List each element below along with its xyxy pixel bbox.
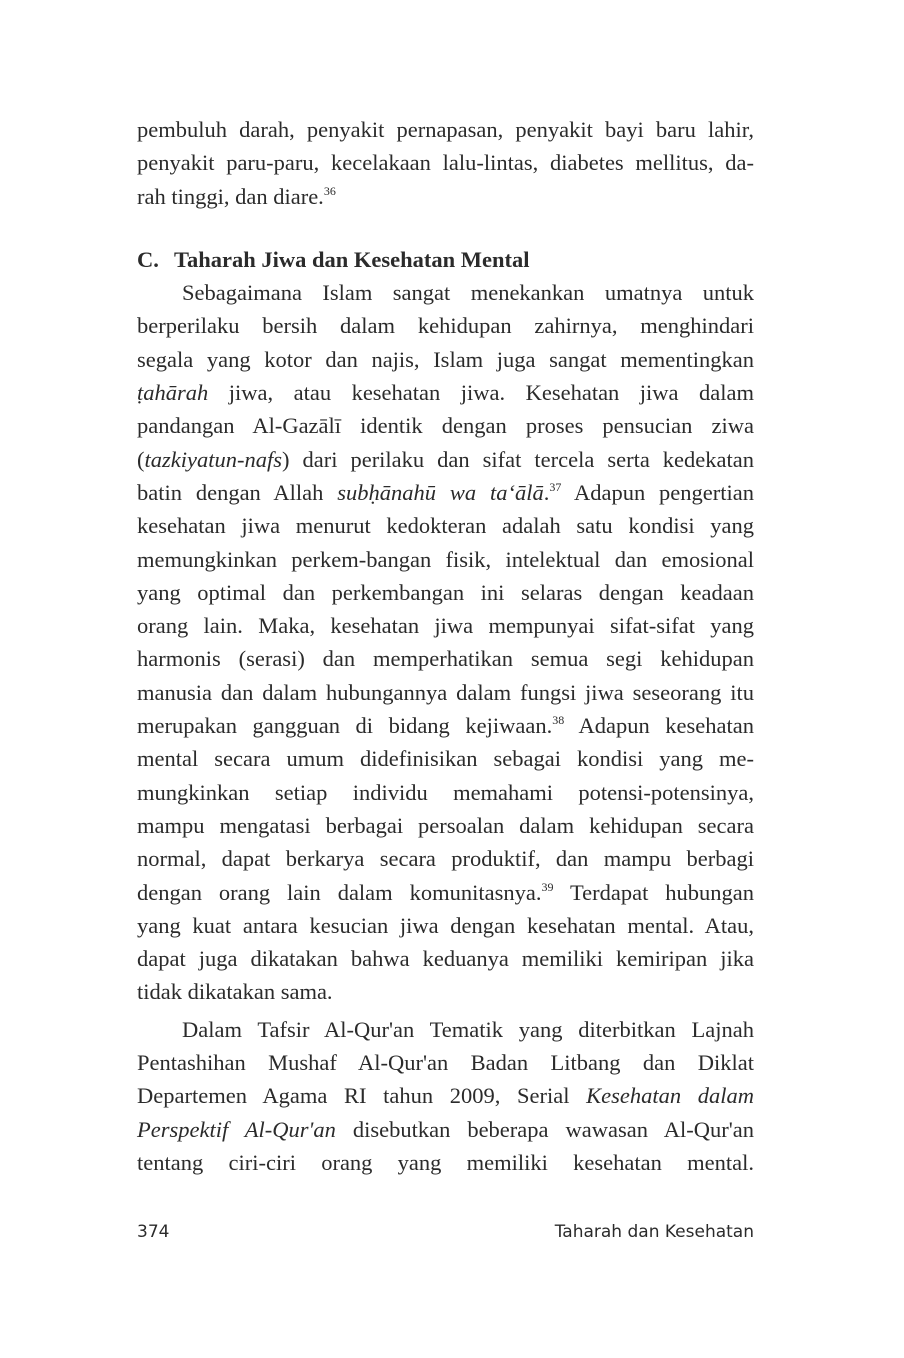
text-line: mungkinkan setiap individu memahami potensi-potensinya, bbox=[137, 779, 754, 805]
text-line bbox=[137, 180, 754, 213]
text-line: berperilaku bersih dalam kehidupan zahirnya, menghindari bbox=[137, 313, 754, 339]
text-run: batin dengan Allah bbox=[137, 479, 338, 505]
text-line: tidak dikatakan sama. bbox=[137, 979, 333, 1005]
paragraph-tafsir-tematik bbox=[137, 1013, 754, 1179]
italic-term: ṭahārah bbox=[137, 380, 209, 406]
text-line: pembuluh darah, penyakit pernapasan, penyakit bayi baru lahir, bbox=[137, 117, 754, 142]
text-line bbox=[137, 443, 754, 476]
text-line: normal, dapat berkarya secara produktif, dan mampu berbagi bbox=[137, 846, 754, 872]
text-line: Sebagaimana Islam sangat menekankan umatnya untuk bbox=[182, 280, 754, 306]
section-letter: C. bbox=[137, 246, 159, 272]
italic-title: Kesehatan dalam bbox=[586, 1083, 754, 1109]
text-run: Terdapat hubungan bbox=[553, 879, 754, 905]
text-run: disebutkan beberapa wawasan Al-Qur'an bbox=[335, 1116, 754, 1142]
text-run: merupakan gangguan di bidang kejiwaan. bbox=[137, 713, 553, 739]
footnote-ref-37[interactable]: 37 bbox=[549, 479, 562, 494]
footnote-ref-36[interactable]: 36 bbox=[323, 183, 336, 198]
text-line: dapat juga dikatakan bahwa keduanya memiliki kemiripan jika bbox=[137, 946, 754, 972]
text-line: orang lain. Maka, kesehatan jiwa mempunyai sifat-sifat yang bbox=[137, 613, 754, 639]
italic-title: Perspektif Al-Qur'an bbox=[137, 1116, 336, 1142]
text-line bbox=[137, 1113, 754, 1146]
text-run: Adapun pengertian bbox=[561, 479, 755, 505]
paragraph-taharah-jiwa bbox=[137, 276, 754, 1009]
italic-term: subḥānahū wa ta‘ālā bbox=[337, 479, 544, 505]
text-run: dengan orang lain dalam komunitasnya. bbox=[137, 879, 542, 905]
text-line bbox=[137, 376, 754, 409]
text-line: yang kuat antara kesucian jiwa dengan kesehatan mental. Atau, bbox=[137, 912, 754, 938]
footnote-ref-38[interactable]: 38 bbox=[552, 713, 565, 728]
paragraph-continued bbox=[137, 113, 754, 213]
text-line bbox=[137, 709, 754, 742]
text-run: jiwa, atau kesehatan jiwa. Kesehatan jiwa dalam bbox=[208, 380, 754, 406]
text-line: segala yang kotor dan najis, Islam juga sangat mementingkan bbox=[137, 346, 754, 372]
text-line: kesehatan jiwa menurut kedokteran adalah satu kondisi yang bbox=[137, 513, 754, 539]
text-line bbox=[137, 1079, 754, 1112]
text-line: penyakit paru-paru, kecelakaan lalu-lintas, diabetes mellitus, da- bbox=[137, 150, 754, 176]
text-line bbox=[137, 476, 754, 509]
running-title: Taharah dan Kesehatan bbox=[554, 1222, 754, 1242]
section-title: Taharah Jiwa dan Kesehatan Mental bbox=[174, 246, 530, 272]
text-line: tentang ciri-ciri orang yang memiliki kesehatan mental. bbox=[137, 1149, 754, 1175]
italic-term: tazkiyatun-nafs bbox=[144, 446, 282, 472]
text-line: mental secara umum didefinisikan sebagai kondisi yang me- bbox=[137, 746, 754, 772]
text-run: . bbox=[543, 479, 550, 505]
text-run: ) dari perilaku dan sifat tercela serta kedekatan bbox=[281, 446, 754, 472]
text-line: yang optimal dan perkembangan ini selaras dengan keadaan bbox=[137, 579, 754, 605]
text-line: manusia dan dalam hubungannya dalam fungsi jiwa seseorang itu bbox=[137, 679, 754, 705]
text-line: mampu mengatasi berbagai persoalan dalam kehidupan secara bbox=[137, 812, 754, 838]
text-line: Dalam Tafsir Al-Qur'an Tematik yang diterbitkan Lajnah bbox=[182, 1016, 754, 1042]
text-line: harmonis (serasi) dan memperhatikan semua segi kehidupan bbox=[137, 646, 754, 672]
section-heading bbox=[137, 227, 754, 276]
text-line: pandangan Al-Gazālī identik dengan proses pensucian ziwa bbox=[137, 413, 754, 439]
text-line: Pentashihan Mushaf Al-Qur'an Badan Litbang dan Diklat bbox=[137, 1050, 754, 1076]
page-body bbox=[137, 113, 754, 1179]
text-run: rah tinggi, dan diare. bbox=[137, 183, 324, 209]
text-run: Departemen Agama RI tahun 2009, Serial bbox=[137, 1083, 587, 1109]
text-line: memungkinkan perkem-bangan fisik, intelektual dan emosional bbox=[137, 546, 754, 572]
text-run: ( bbox=[137, 446, 145, 472]
text-line bbox=[137, 876, 754, 909]
text-run: Adapun kesehatan bbox=[564, 713, 754, 739]
page-number: 374 bbox=[137, 1222, 170, 1242]
footnote-ref-39[interactable]: 39 bbox=[541, 879, 554, 894]
